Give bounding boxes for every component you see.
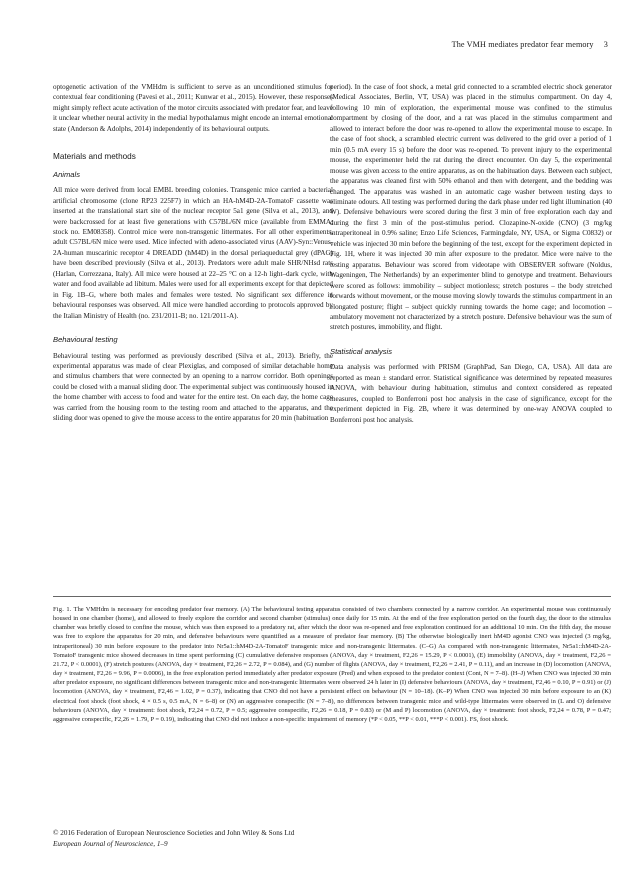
- running-head: [452, 40, 608, 49]
- right-column: [330, 82, 612, 425]
- copyright-line: © 2016 Federation of European Neuroscience Societies and John Wiley & Sons Ltd: [53, 829, 295, 837]
- running-head-title: The VMH mediates predator fear memory: [451, 40, 594, 49]
- subheading-statistical-analysis: Statistical analysis: [330, 346, 393, 356]
- statistical-paragraph: Data analysis was performed with PRISM (GraphPad, San Diego, CA, USA). All data are reported as mean ± standard error. Statistical significance was determined by repeated measures ANOVA, with behaviour during habituation, stimulus and context considered as repeated measures, coupled to Bonferroni post hoc analysis in the case of significance, except for the experiment depicted in Fig. 2B, where it was determined by one-way ANOVA coupled to Bonferroni post hoc analysis.: [330, 363, 612, 424]
- intro-paragraph: optogenetic activation of the VMHdm is sufficient to serve as an unconditioned stimulus for contextual fear conditioning (Pavesi et al., 2011; Kunwar et al., 2015). However, these responses might simply reflect acute activation of the motor circuits associated with predator fear, and leave it unclear whether neural activity in the medial hypothalamus might encode an internal emotional state (Anderson & Adolphs, 2014) independently of its behavioural outputs.: [53, 83, 333, 133]
- figure-caption-text: The VMHdm is necessary for encoding predator fear memory. (A) The behavioural testing apparatus consisted of two chambers connected by a narrow corridor. An experimental mouse was continuously housed in one chamber (home), and allowed to freely explore the corridor and second chamber (stimulus) once daily for 15 min. At the end of the free exploration period on the fourth day, the door to the stimulus chamber was briefly closed to confine the mouse, which was then exposed to a predatory rat, after which the door was re-opened and free exploration continued for an additional 10 min. On the fifth day, the mouse was free to explore the apparatus for 20 min, and defensive behaviours were quantified as a measure of predator fear memory. (B) The otherwise biologically inert hM4D agonist CNO was injected (3 mg/kg, intraperitoneal) 30 min before exposure to the predator into Nr5a1::hM4D-2A-TomatoF transgenic mice and non-transgenic littermates. (C–G) As compared with non-transgenic littermates, Nr5a1::hM4D-2A-TomatoF transgenic mice showed decreases in time spent performing (C) cumulative defensive responses (ANOVA, day × treatment, F2,26 = 15.29, P < 0.0001), (E) immobility (ANOVA, day × treatment, F2,26 = 21.72, P < 0.0001), (F) stretch postures (ANOVA, day × treatment, F2,26 = 2.72, P = 0.084), and (G) number of flights (ANOVA, day × treatment, F2,26 = 2.41, P = 0.11), and an increase in (D) locomotion (ANOVA, day × treatment, F2,26 = 9.96, P = 0.0006), in the free exploration period immediately after predator exposure (Pred) and when exposed to the predator context (Cont, N = 7–8). (H–J) When CNO was injected 30 min after predator exposure, no significant differences between transgenic mice and non-transgenic littermates were observed 24 h later in (I) defensive behaviours (ANOVA, day × treatment, F2,46 = 0.10, P = 0.91) or (J) locomotion (ANOVA, day × treatment, F2,46 = 1.02, P = 0.37), indicating that CNO did not have a persistent effect on behaviour (N = 10–18). (K–P) When CNO was injected 30 min before exposure to an (K) electrical foot shock (foot shock, 4 × 0.5 s, 0.5 mA, N = 6–8) or (N) an aggressive conspecific (N = 7–8), no differences between transgenic mice and wild-type littermates were observed in (L and O) defensive behaviours (ANOVA, day × treatment: foot shock, F2,24 = 0.72, P = 0.5; aggressive conspecific, F2,26 = 0.18, P = 0.83) or (M and P) locomotion (ANOVA, day × treatment: foot shock, F2,24 = 0.78, P = 0.47; aggressive conspecific, F2,26 = 1.79, P = 0.19), indicating that CNO did not induce a non-specific impairment of memory (*P < 0.05, **P < 0.01, ***P < 0.001). FS, foot shock.: [53, 606, 611, 723]
- behavioural-paragraph-continued: period). In the case of foot shock, a metal grid connected to a scrambled electric shock generator (Medical Associates, Berlin, VT, USA) was placed in the stimulus compartment. On day 4, following 10 min of exploration, the experimental mouse was confined to the stimulus compartment by closing of the door, and a rat was placed in the stimulus compartment and allowed to interact before the door was re-opened to allow the experimental mouse to escape. In the case of foot shock, a scrambled electric current was delivered to the grid over a period of 1 min (0.5 mA every 15 s) before the door was re-opened. To prevent injury to the experimental mouse, the experimenter held the rat during the direct encounter. On day 5, the experimental mouse was given access to the entire apparatus, as on the habituation days. Between each subject, the apparatus was cleaned first with 50% ethanol and then with detergent, and the bedding was changed. The apparatus was washed in an automatic cage washer between testing days to eliminate odours. All testing was performed during the dark phase under red light illumination (40 W). Defensive behaviours were scored during the first 3 min of free exploration each day and during the first 3 min of the post-stimulus period. Clozapine-N-oxide (CNO) (3 mg/kg intraperitoneal in 0.9% saline; Enzo Life Sciences, Farmingdale, NY, USA, or Sigma C0832) or vehicle was injected 30 min before the beginning of the test, except for the experiment depicted in Fig. 1H, where it was injected 30 min after exposure to the predator. Mice were naive to the testing apparatus. Behaviour was scored from videotape with OBSERVER software (Noldus, Wageningen, The Netherlands) by an experimenter blind to genotype and treatment. Behaviours were scored as follows: immobility – subject motionless; stretch postures – the body stretched forwards without movement, or the mouse moving slowly towards the stimulus compartment in an elongated posture; flight – subject quickly running towards the home cage; and locomotion – ambulatory movement not characterized by a stretch posture. Defensive behaviour was the sum of stretch postures, immobility, and flight.: [330, 83, 613, 332]
- figure-label: Fig. 1.: [53, 606, 72, 613]
- behavioural-paragraph: Behavioural testing was performed as previously described (Silva et al., 2013). Briefly, the experimental apparatus was made of clear Plexiglas, and composed of similar detachable home and stimulus chambers that were connected by an opening to a narrow corridor. Both openings could be closed with a manual sliding door. The experimental subject was continuously housed in the home chamber with access to food and water for the entire test. On each day, the home cage was carried from the housing room to the testing room and attached to the apparatus, and the sliding door was opened to give the mouse access to the entire apparatus for 20 min (habituation: [53, 351, 333, 423]
- section-heading-methods: Materials and methods: [53, 152, 136, 162]
- subheading-behavioural-testing: Behavioural testing: [53, 335, 118, 345]
- page-footer: [53, 828, 294, 850]
- figure-caption: [53, 605, 611, 724]
- caption-divider: [53, 596, 611, 597]
- animals-paragraph: All mice were derived from local EMBL breeding colonies. Transgenic mice carried a bacterial artificial chromosome (clone RP23 225F7) in which an HA-hM4D-2A-TomatoF cassette was inserted at the translational start site of the nuclear receptor 5a1 gene (Silva et al., 2013), and were backcrossed for at least five generations with C57BL/6N mice (available from EMMA; stock no. EM08358). Control mice were non-transgenic littermates. For all other experiments, adult C57BL/6N mice were used. Mice infected with adeno-associated virus (AAV)-Syn::Venus-2A-human muscarinic receptor 4 DREADD (hM4D) in the dorsal periaqueductal grey (dPAG) have been described previously (Silva et al., 2013). Predators were adult male SHR/NHsd rats (Harlan, Correzzana, Italy). All mice were housed at 22–25 °C on a 12-h light–dark cycle, with water and food available ad libitum. Males were used for all experiments except for that depicted in Fig. 1B–G, where both males and females were tested. No significant sex difference in behavioural responses was observed. All mice were handled according to protocols approved by the Italian Ministry of Health (no. 231/2011-B; no. 121/2011-A).: [53, 186, 333, 320]
- subheading-animals: Animals: [53, 169, 81, 179]
- page-number: 3: [603, 40, 608, 49]
- left-column: [53, 82, 333, 424]
- journal-line: European Journal of Neuroscience, 1–9: [53, 840, 168, 848]
